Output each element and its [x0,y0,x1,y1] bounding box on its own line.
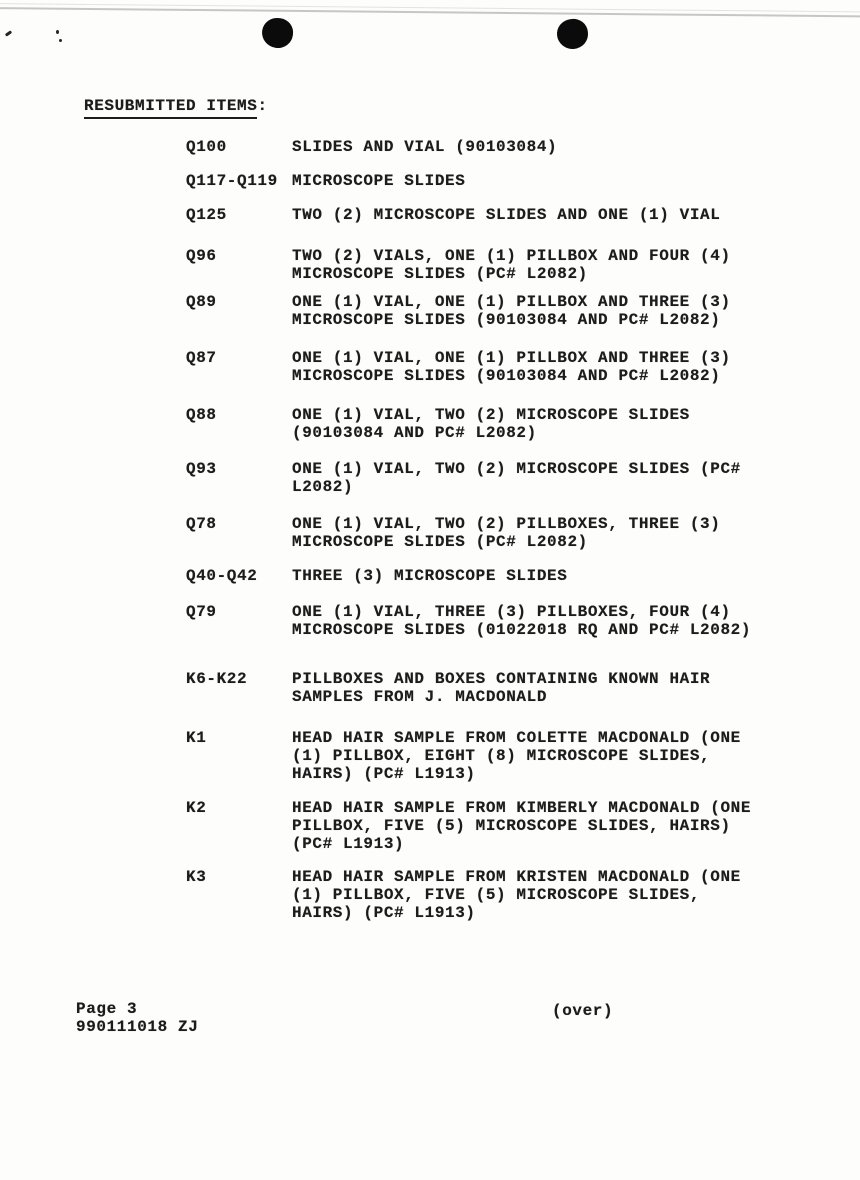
item-id: Q89 [186,293,217,311]
item-description: ONE (1) VIAL, TWO (2) MICROSCOPE SLIDES (90103084 AND PC# L2082) [292,406,690,442]
page-footer [76,1000,198,1036]
item-row [186,138,826,156]
item-description: THREE (3) MICROSCOPE SLIDES [292,567,568,585]
item-row [186,460,826,496]
item-description: HEAD HAIR SAMPLE FROM KRISTEN MACDONALD (ONE (1) PILLBOX, FIVE (5) MICROSCOPE SLIDES, HAIRS) (PC# L1913) [292,868,741,922]
item-id: K3 [186,868,207,886]
item-id: Q78 [186,515,217,533]
item-row [186,729,826,783]
item-id: Q100 [186,138,227,156]
item-row [186,603,826,639]
item-id: Q79 [186,603,217,621]
item-row [186,247,826,283]
item-description: ONE (1) VIAL, TWO (2) MICROSCOPE SLIDES (PC# L2082) [292,460,741,496]
document-number: 990111018 ZJ [76,1018,199,1036]
item-description: MICROSCOPE SLIDES [292,172,466,190]
item-id: K1 [186,729,207,747]
item-row [186,406,826,442]
item-row [186,293,826,329]
item-id: Q93 [186,460,217,478]
item-id: Q96 [186,247,217,265]
item-description: SLIDES AND VIAL (90103084) [292,138,558,156]
page-number: Page 3 [76,1000,138,1018]
item-description: ONE (1) VIAL, ONE (1) PILLBOX AND THREE (3) MICROSCOPE SLIDES (90103084 AND PC# L2082) [292,349,731,385]
item-row [186,172,826,190]
item-id: Q87 [186,349,217,367]
heading-colon: : [257,97,268,115]
item-description: TWO (2) VIALS, ONE (1) PILLBOX AND FOUR (4) MICROSCOPE SLIDES (PC# L2082) [292,247,731,283]
item-description: TWO (2) MICROSCOPE SLIDES AND ONE (1) VIAL [292,206,721,224]
item-id: K6-K22 [186,670,248,688]
item-id: Q117-Q119 [186,172,278,190]
item-id: Q88 [186,406,217,424]
item-row [186,567,826,585]
item-row [186,206,826,224]
item-row [186,670,826,706]
item-description: PILLBOXES AND BOXES CONTAINING KNOWN HAIR SAMPLES FROM J. MACDONALD [292,670,711,706]
item-description: HEAD HAIR SAMPLE FROM COLETTE MACDONALD (ONE (1) PILLBOX, EIGHT (8) MICROSCOPE SLIDES, HAIRS) (PC# L1913) [292,729,741,783]
over-indicator: (over) [552,1002,614,1020]
item-row [186,799,826,853]
item-id: K2 [186,799,207,817]
item-row [186,868,826,922]
item-description: ONE (1) VIAL, THREE (3) PILLBOXES, FOUR (4) MICROSCOPE SLIDES (01022018 RQ AND PC# L2082) [292,603,752,639]
item-id: Q40-Q42 [186,567,258,585]
heading-text: RESUBMITTED ITEMS [84,97,257,119]
item-row [186,349,826,385]
item-row [186,515,826,551]
item-description: HEAD HAIR SAMPLE FROM KIMBERLY MACDONALD (ONE PILLBOX, FIVE (5) MICROSCOPE SLIDES, HAIRS) (PC# L1913) [292,799,752,853]
item-description: ONE (1) VIAL, TWO (2) PILLBOXES, THREE (3) MICROSCOPE SLIDES (PC# L2082) [292,515,721,551]
item-description: ONE (1) VIAL, ONE (1) PILLBOX AND THREE (3) MICROSCOPE SLIDES (90103084 AND PC# L2082) [292,293,731,329]
item-id: Q125 [186,206,227,224]
